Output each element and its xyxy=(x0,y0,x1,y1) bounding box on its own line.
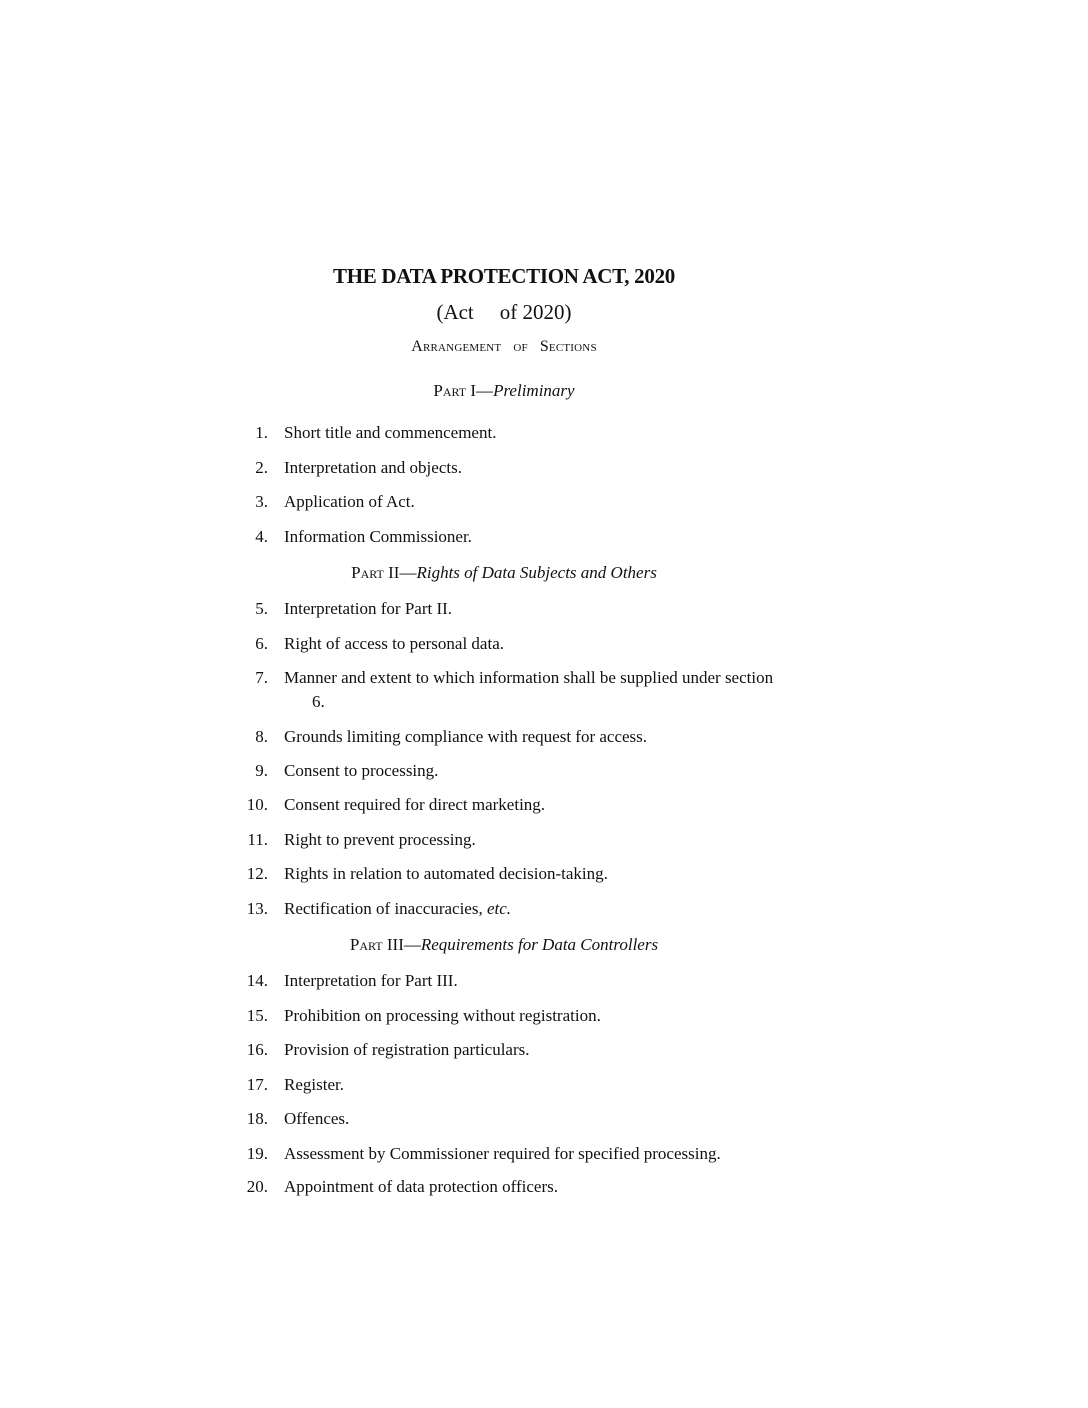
section-number: 3. xyxy=(255,492,268,511)
section-number: 10. xyxy=(246,795,268,814)
section-title: Short title and commencement. xyxy=(284,423,497,442)
part-heading-1 xyxy=(0,381,1008,401)
section-title: Provision of registration particulars. xyxy=(284,1040,530,1059)
section-item xyxy=(220,1175,800,1199)
act-number-right: of 2020) xyxy=(499,300,572,324)
arrangement-heading xyxy=(0,338,1008,356)
act-number-left: (Act xyxy=(436,300,474,324)
section-title-line xyxy=(284,897,800,921)
section-title: Interpretation for Part III. xyxy=(284,971,458,990)
section-title-continuation: 6. xyxy=(312,692,325,711)
section-title: Consent to processing. xyxy=(284,761,439,780)
section-title: Interpretation for Part II. xyxy=(284,599,453,618)
section-title: Prohibition on processing without registration. xyxy=(284,1006,601,1025)
section-title: Offences. xyxy=(284,1109,350,1128)
section-number: 5. xyxy=(255,599,268,618)
arrangement-of: of xyxy=(513,338,528,355)
section-item xyxy=(220,421,800,445)
section-title: Information Commissioner. xyxy=(284,527,472,546)
part-prefix: Part II— xyxy=(351,563,417,582)
section-title: Register. xyxy=(284,1075,344,1094)
section-number: 2. xyxy=(255,458,268,477)
section-title: Consent required for direct marketing. xyxy=(284,795,546,814)
part-heading-3 xyxy=(0,935,1008,955)
section-item xyxy=(220,862,800,886)
part-prefix: Part I— xyxy=(433,381,494,400)
section-number: 20. xyxy=(246,1177,268,1196)
section-item xyxy=(220,456,800,480)
act-number-line xyxy=(0,300,1008,325)
section-item xyxy=(220,759,800,783)
part-name: Preliminary xyxy=(493,381,575,400)
section-title: Interpretation and objects. xyxy=(284,458,462,477)
section-item xyxy=(220,632,800,656)
section-item xyxy=(220,1004,800,1028)
section-number: 17. xyxy=(246,1075,268,1094)
section-number: 16. xyxy=(246,1040,268,1059)
arrangement-word: Arrangement xyxy=(411,338,502,355)
section-item xyxy=(220,828,800,852)
section-number: 8. xyxy=(255,727,268,746)
section-number: 6. xyxy=(255,634,268,653)
part-name: Rights of Data Subjects and Others xyxy=(416,563,657,582)
section-item xyxy=(220,1107,800,1131)
section-item xyxy=(220,525,800,549)
section-number: 18. xyxy=(246,1109,268,1128)
section-item xyxy=(220,597,800,621)
section-item xyxy=(220,1038,800,1062)
section-item xyxy=(220,897,800,921)
section-number: 13. xyxy=(246,899,268,918)
section-number: 1. xyxy=(255,423,268,442)
section-number: 19. xyxy=(246,1144,268,1163)
section-title: Appointment of data protection officers. xyxy=(284,1177,558,1196)
section-number: 14. xyxy=(246,971,268,990)
section-title: Right to prevent processing. xyxy=(284,830,476,849)
section-number: 7. xyxy=(255,668,268,687)
section-number: 4. xyxy=(255,527,268,546)
section-item xyxy=(220,969,800,993)
part-name: Requirements for Data Controllers xyxy=(420,935,659,954)
section-title-italic: etc. xyxy=(486,899,512,918)
section-item xyxy=(220,793,800,817)
section-title: Grounds limiting compliance with request for access. xyxy=(284,727,648,746)
section-title: Right of access to personal data. xyxy=(284,634,504,653)
section-item xyxy=(220,1142,800,1166)
section-number: 12. xyxy=(246,864,268,883)
section-number: 9. xyxy=(255,761,268,780)
section-item xyxy=(220,725,800,749)
section-title: Application of Act. xyxy=(284,492,415,511)
act-title: THE DATA PROTECTION ACT, 2020 xyxy=(333,264,675,288)
section-title: Assessment by Commissioner required for specified processing. xyxy=(284,1144,721,1163)
arrangement-sections: Sections xyxy=(539,338,597,355)
section-number: 11. xyxy=(247,830,268,849)
section-title: Rights in relation to automated decision-taking. xyxy=(284,864,608,883)
section-item xyxy=(220,1073,800,1097)
section-item xyxy=(220,666,800,714)
section-title: Rectification of inaccuracies, xyxy=(284,899,483,918)
part-prefix: Part III— xyxy=(349,935,421,954)
part-heading-2 xyxy=(0,563,1008,583)
section-title: Manner and extent to which information shall be supplied under section xyxy=(284,668,774,687)
section-item xyxy=(220,490,800,514)
section-number: 15. xyxy=(246,1006,268,1025)
